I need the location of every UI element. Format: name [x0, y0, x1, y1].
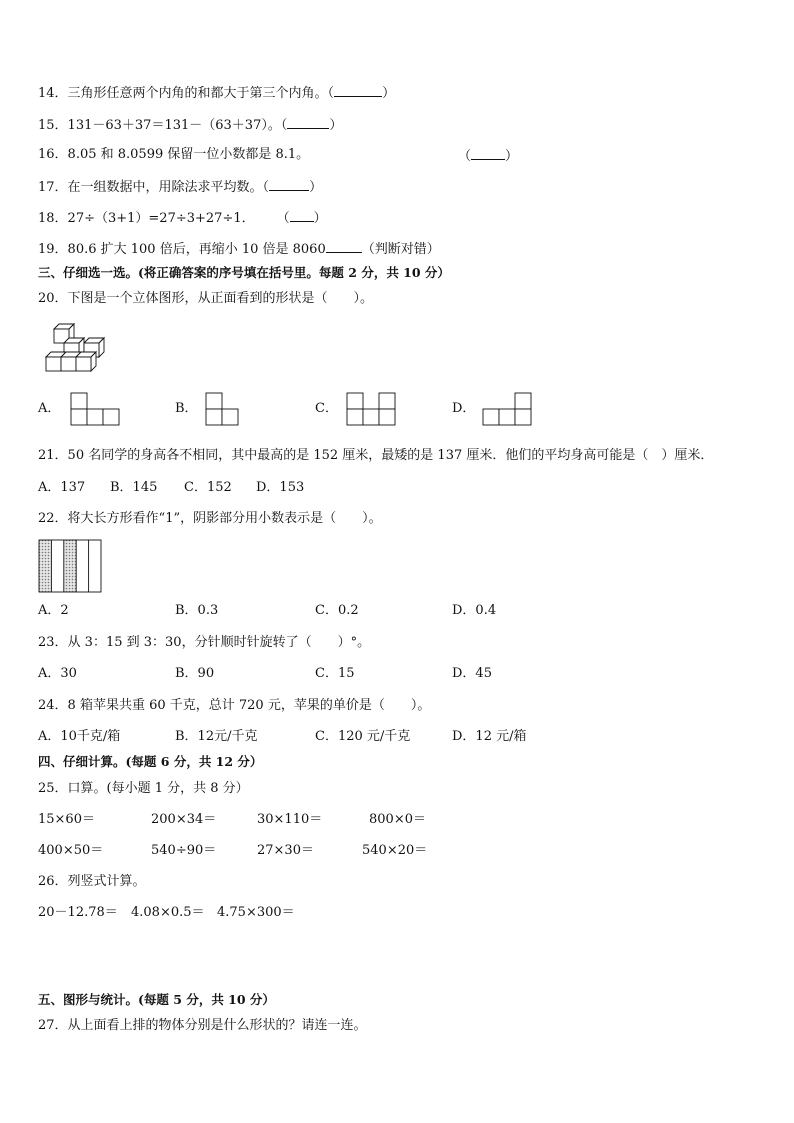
option-d[interactable]: D．45 [452, 666, 492, 681]
option-b[interactable]: B．0.3 [175, 603, 219, 618]
question-23-text: 23．从 3：15 到 3：30，分针顺时针旋转了（ ）°。 [38, 635, 371, 650]
oral-calc-item: 30×110＝ [257, 812, 323, 827]
question-14-text: 14．三角形任意两个内角的和都大于第三个内角。 [38, 86, 328, 101]
section-3-heading: 三、仔细选一选。(将正确答案的序号填在括号里。每题 2 分，共 10 分） [38, 265, 450, 280]
option-a-figure [70, 392, 122, 426]
question-21-text: 21．50 名同学的身高各不相同，其中最高的是 152 厘米，最矮的是 137 厘米．他们的平均身高可能是（ ）厘米． [38, 448, 714, 463]
oral-calc-item: 540×20＝ [362, 843, 428, 858]
rectangle-shading-figure [38, 539, 102, 593]
question-27-text: 27．从上面看上排的物体分别是什么形状的？请连一连。 [38, 1018, 367, 1033]
question-26-text: 26．列竖式计算。 [38, 874, 146, 889]
option-c-figure [346, 392, 400, 426]
option-c[interactable]: C．0.2 [315, 603, 359, 618]
answer-blank[interactable] [269, 178, 309, 191]
vertical-calc-item: 4.75×300＝ [217, 905, 295, 920]
option-c[interactable]: C． [315, 401, 338, 416]
question-16-text: 16．8.05 和 8.0599 保留一位小数都是 8.1。 [38, 147, 310, 162]
answer-blank[interactable] [334, 84, 382, 97]
question-17-text: 17．在一组数据中，用除法求平均数。 [38, 180, 263, 195]
answer-blank[interactable] [326, 240, 362, 253]
answer-blank[interactable] [471, 147, 505, 160]
question-19: 19．80.6 扩大 100 倍后，再缩小 10 倍是 8060 （判断对错） [38, 242, 440, 257]
question-25-text: 25．口算。(每小题 1 分，共 8 分） [38, 781, 249, 796]
answer-blank[interactable] [290, 209, 314, 222]
option-b[interactable]: B．12元/千克 [175, 729, 258, 744]
question-20-text: 20．下图是一个立体图形，从正面看到的形状是（ ）。 [38, 291, 374, 306]
question-16-answer: （ ） [458, 149, 519, 164]
option-c[interactable]: C．152 [184, 480, 232, 495]
option-d[interactable]: D．0.4 [452, 603, 497, 618]
question-22-text: 22．将大长方形看作“1”，阴影部分用小数表示是（ ）。 [38, 511, 382, 526]
option-a[interactable]: A．137 [38, 480, 86, 495]
oral-calc-item: 27×30＝ [257, 843, 314, 858]
question-15-text: 15．131－63＋37＝131－（63＋37）。 [38, 118, 281, 133]
section-4-heading: 四、仔细计算。(每题 6 分，共 12 分） [38, 754, 263, 769]
question-18-text: 18．27÷（3+1）=27÷3+27÷1． [38, 211, 255, 226]
question-15: 15．131－63＋37＝131－（63＋37）。（ ） [38, 118, 343, 133]
vertical-calc-item: 4.08×0.5＝ [131, 905, 205, 920]
option-a[interactable]: A． [38, 401, 61, 416]
section-5-heading: 五、图形与统计。(每题 5 分，共 10 分） [38, 992, 275, 1007]
question-18: 18．27÷（3+1）=27÷3+27÷1． （ ） [38, 211, 327, 226]
option-b[interactable]: B．90 [175, 666, 215, 681]
oral-calc-item: 200×34＝ [151, 812, 217, 827]
question-24-text: 24．8 箱苹果共重 60 千克，总计 720 元，苹果的单价是（ ）。 [38, 698, 431, 713]
option-b-figure [205, 392, 245, 426]
option-d[interactable]: D．12 元/箱 [452, 729, 527, 744]
question-17: 17．在一组数据中，用除法求平均数。（ ） [38, 180, 323, 195]
option-d-figure [482, 392, 536, 426]
vertical-calc-item: 20－12.78＝ [38, 905, 118, 920]
oral-calc-item: 800×0＝ [369, 812, 426, 827]
option-d[interactable]: D．153 [256, 480, 305, 495]
question-14: 14．三角形任意两个内角的和都大于第三个内角。（ ） [38, 86, 396, 101]
option-a[interactable]: A．2 [38, 603, 69, 618]
oral-calc-item: 15×60＝ [38, 812, 95, 827]
option-d[interactable]: D． [452, 401, 476, 416]
option-a[interactable]: A．10千克/箱 [38, 729, 121, 744]
question-19-text: 19．80.6 扩大 100 倍后，再缩小 10 倍是 8060 [38, 242, 326, 257]
option-c[interactable]: C．120 元/千克 [315, 729, 411, 744]
answer-blank[interactable] [287, 116, 329, 129]
option-c[interactable]: C．15 [315, 666, 355, 681]
option-b[interactable]: B．145 [110, 480, 158, 495]
cube-stack-figure [44, 322, 110, 372]
option-a[interactable]: A．30 [38, 666, 77, 681]
oral-calc-item: 400×50＝ [38, 843, 104, 858]
question-16 [38, 147, 309, 163]
option-b[interactable]: B． [175, 401, 198, 416]
oral-calc-item: 540÷90＝ [151, 843, 217, 858]
